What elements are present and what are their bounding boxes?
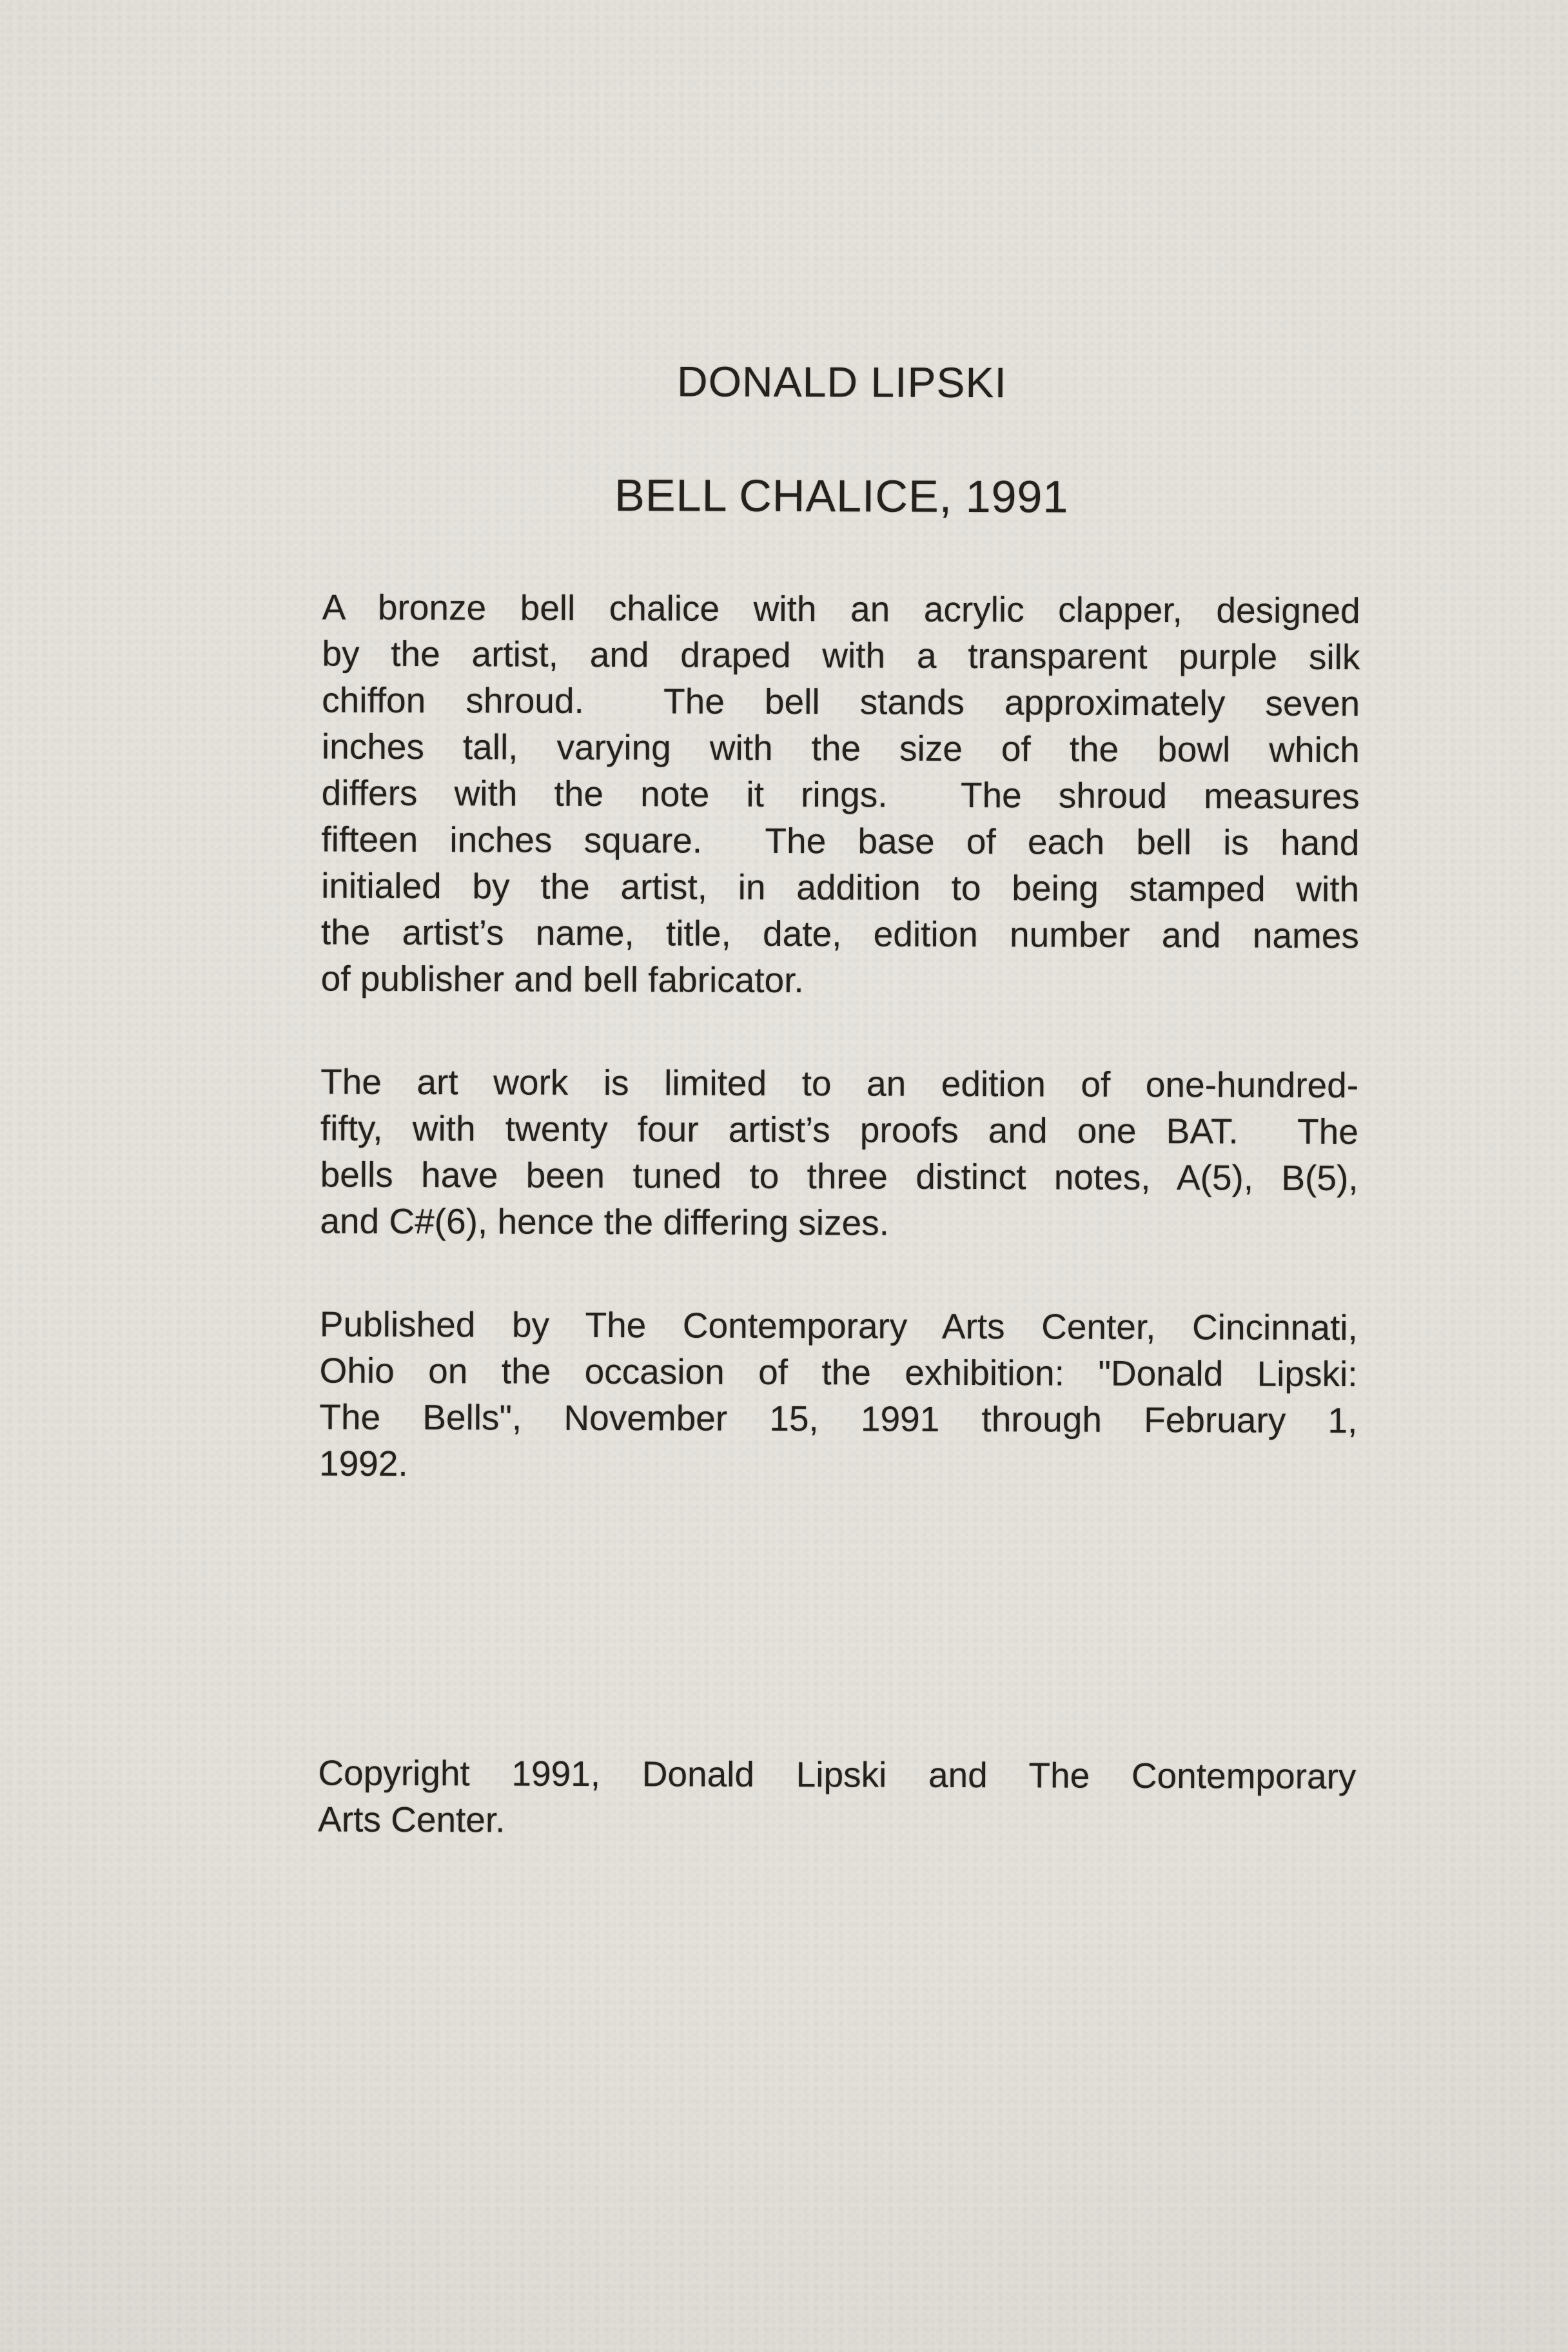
text-line: the artist’s name, title, date, edition number and names: [320, 912, 1360, 956]
paragraph-2: [320, 1058, 1358, 1248]
text-line: Arts Center.: [318, 1799, 505, 1840]
description-paragraphs: [319, 584, 1360, 1491]
artist-name-heading: DONALD LIPSKI: [676, 357, 1007, 407]
text-line: differs with the note it rings. The shroud measures: [321, 772, 1360, 817]
text-line: and C#(6), hence the differing sizes.: [320, 1200, 890, 1243]
text-line: Copyright 1991, Donald Lipski and The Contemporary: [318, 1752, 1357, 1797]
text-line: Published by The Contemporary Arts Center, Cincinnati,: [319, 1304, 1358, 1348]
text-line: The Bells", November 15, 1991 through February 1,: [319, 1396, 1358, 1441]
copyright-text: [318, 1749, 1356, 1846]
text-line: chiffon shroud. The bell stands approximately seven: [322, 680, 1360, 724]
text-line: Ohio on the occasion of the exhibition: "Donald Lipski:: [319, 1350, 1358, 1395]
paragraph-1: [321, 584, 1360, 1006]
text-line: The art work is limited to an edition of one-hundred-: [320, 1061, 1359, 1106]
text-line: bells have been tuned to three distinct notes, A(5), B(5),: [320, 1154, 1358, 1199]
text-line: fifteen inches square. The base of each bell is hand: [321, 819, 1360, 863]
paragraph-3: [319, 1300, 1358, 1490]
artwork-title-heading: BELL CHALICE, 1991: [614, 470, 1069, 522]
text-line: inches tall, varying with the size of the bowl which: [321, 726, 1360, 770]
text-line: fifty, with twenty four artist’s proofs and one BAT. The: [320, 1108, 1358, 1152]
text-line: initialed by the artist, in addition to being stamped with: [321, 865, 1360, 910]
text-line: by the artist, and draped with a transparent purple silk: [322, 633, 1360, 678]
text-line: A bronze bell chalice with an acrylic clapper, designed: [322, 587, 1360, 631]
text-line: 1992.: [318, 1443, 408, 1484]
copyright-notice: [318, 1749, 1356, 1846]
text-line: of publisher and bell fabricator.: [320, 958, 804, 1001]
